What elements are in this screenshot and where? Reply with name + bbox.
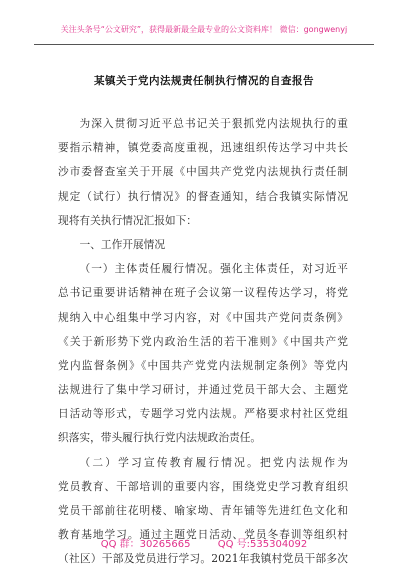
body-line: 为深入贯彻习近平总书记关于狠抓党内法规执行的重 [79,117,348,130]
body-line: 教育基地学习。通过主题党日活动、党员冬春训等组织村 [58,528,348,542]
body-line: 沙市委督查室关于开展《中国共产党党内法规执行责任制 [58,165,348,179]
header-divider [34,44,374,45]
body-line: 党员教育、干部培训的重要内容，围绕党史学习教育组织 [58,479,348,493]
body-line: 现将有关执行情况汇报如下： [58,213,197,227]
body-line: 规定（试行）执行情况》的督查通知，结合我镇实际情况 [58,189,348,203]
body-line: 规纳入中心组集中学习内容，对《中国共产党问责条例》 [58,310,348,324]
footer-qq-group: QQ 群：30265665 [100,539,191,550]
page-title: 某镇关于党内法规责任制执行情况的自查报告 [94,75,314,87]
body-line: 党员干部前往花明楼、喻家坳、青年铺等先进红色文化和 [58,504,348,517]
body-line: 要指示精神，镇党委高度重视，迅速组织传达学习中共长 [58,141,348,155]
body-line: 法规进行了集中学习研讨，并通过党员干部大会、主题党 [58,383,348,397]
body-line: （二）学习宣传教育履行情况。把党内法规作为 [79,455,348,469]
body-line: 织落实，带头履行执行党内法规政治责任。 [58,431,262,445]
body-line: 总书记重要讲话精神在班子会议第一议程传达学习，将党 [58,286,348,300]
footer-qq-number: QQ 号:535304092 [217,539,308,550]
body-line: 《关于新形势下党内政治生活的若干准则》《中国共产党 [58,334,348,348]
body-line: 党内监督条例》《中国共产党党内法规制定条例》等党内 [58,358,348,372]
document-body [58,112,348,572]
footer-contact [0,535,408,550]
header-note: 关注头条号“公文研究”，获得最新最全最专业的公文资料库！ 微信：gongwenyj [60,25,348,34]
body-line: （社区）干部及党员进行学习。2021年我镇村党员干部多次 [58,552,348,566]
body-line: （一）主体责任履行情况。强化主体责任，对习近平 [79,262,348,276]
section-heading: 一、工作开展情况 [79,237,166,251]
body-line: 日活动等形式，专题学习党内法规。严格要求村社区党组 [58,407,348,421]
